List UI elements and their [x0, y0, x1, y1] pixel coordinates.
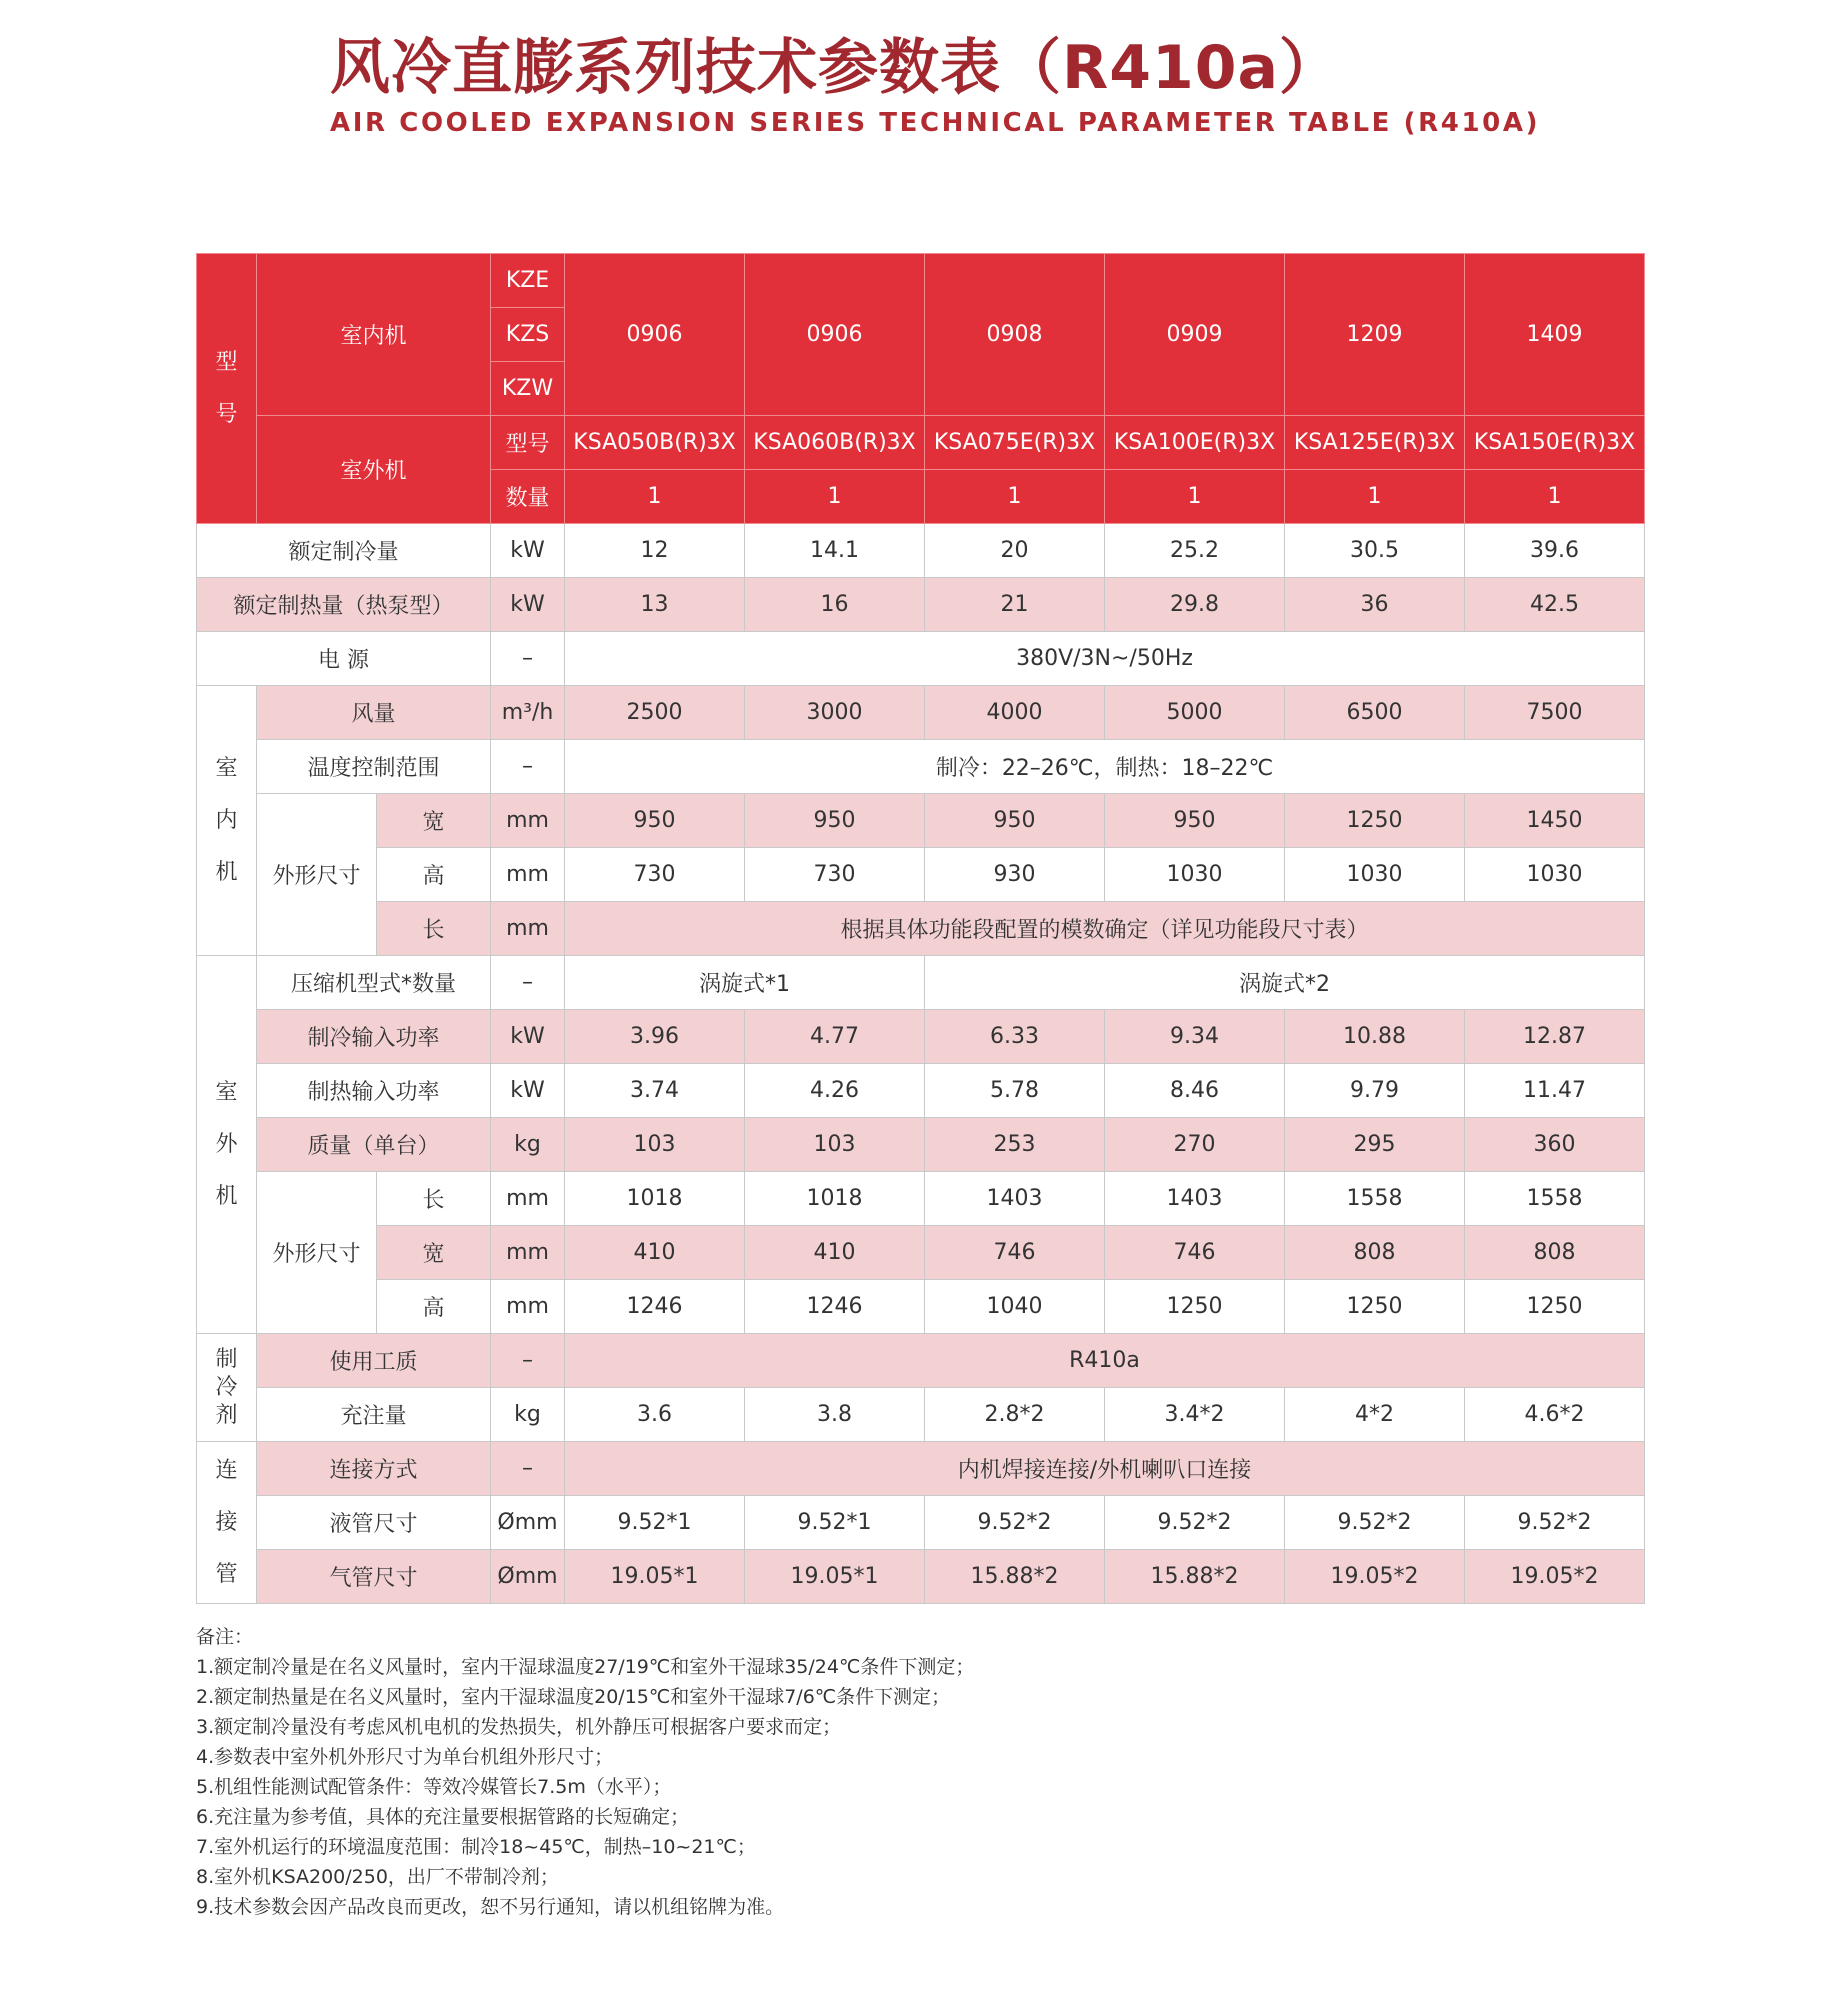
note-item: 6.充注量为参考值，具体的充注量要根据管路的长短确定； [196, 1806, 690, 1828]
value-cell: 3.4*2 [1105, 1388, 1285, 1442]
value-cell: 1246 [565, 1280, 745, 1334]
note-item: 9.技术参数会因产品改良而更改，恕不另行通知，请以机组铭牌为准。 [196, 1896, 785, 1918]
value-cell: 730 [565, 848, 745, 902]
series-kzw: KZW [491, 362, 565, 416]
unit-cell: Ømm [491, 1496, 565, 1550]
value-cell: 42.5 [1465, 578, 1645, 632]
value-cell: 4.77 [745, 1010, 925, 1064]
quantity-cell: 1 [1465, 470, 1645, 524]
page-subtitle: AIR COOLED EXPANSION SERIES TECHNICAL PARAMETER TABLE (R410A) [330, 108, 1541, 138]
value-cell: R410a [565, 1334, 1645, 1388]
indoor-unit-label: 室内机 [257, 254, 491, 416]
value-cell: 制冷：22–26℃，制热：18–22℃ [565, 740, 1645, 794]
value-cell: 1403 [925, 1172, 1105, 1226]
page-title: 风冷直膨系列技术参数表（R410a） [330, 33, 1340, 103]
table-row [197, 902, 1645, 956]
unit-cell: mm [491, 794, 565, 848]
value-cell: 19.05*2 [1285, 1550, 1465, 1604]
table-row [197, 632, 1645, 686]
value-cell: 9.52*1 [745, 1496, 925, 1550]
series-kzs: KZS [491, 308, 565, 362]
value-cell: 3.74 [565, 1064, 745, 1118]
unit-cell: kW [491, 1010, 565, 1064]
row-label: 液管尺寸 [257, 1496, 491, 1550]
value-cell: 410 [745, 1226, 925, 1280]
unit-cell: mm [491, 1280, 565, 1334]
table-row [197, 1280, 1645, 1334]
value-cell: 950 [745, 794, 925, 848]
indoor-category-cell: 室 内 机 [197, 686, 257, 956]
unit-cell: mm [491, 902, 565, 956]
value-cell: 4.26 [745, 1064, 925, 1118]
row-label: 制热输入功率 [257, 1064, 491, 1118]
value-cell: 9.34 [1105, 1010, 1285, 1064]
unit-cell: – [491, 740, 565, 794]
value-cell: 11.47 [1465, 1064, 1645, 1118]
value-cell: 5.78 [925, 1064, 1105, 1118]
value-cell: 25.2 [1105, 524, 1285, 578]
value-cell: 950 [1105, 794, 1285, 848]
value-cell: 746 [1105, 1226, 1285, 1280]
value-cell: 410 [565, 1226, 745, 1280]
value-cell: 1040 [925, 1280, 1105, 1334]
value-cell: 15.88*2 [1105, 1550, 1285, 1604]
notes [196, 1622, 1636, 1922]
table-row [197, 686, 1645, 740]
value-cell: 15.88*2 [925, 1550, 1105, 1604]
value-cell: 6500 [1285, 686, 1465, 740]
outdoor-model-cell: KSA060B(R)3X [745, 416, 925, 470]
value-cell: 3000 [745, 686, 925, 740]
dimensions-label: 外形尺寸 [257, 1172, 377, 1334]
value-cell: 746 [925, 1226, 1105, 1280]
table-row [197, 524, 1645, 578]
value-cell: 103 [565, 1118, 745, 1172]
note-item: 1.额定制冷量是在名义风量时，室内干湿球温度27/19℃和室外干湿球35/24℃条件下测定； [196, 1656, 975, 1678]
value-cell: 2.8*2 [925, 1388, 1105, 1442]
unit-cell: Ømm [491, 1550, 565, 1604]
value-cell: 29.8 [1105, 578, 1285, 632]
indoor-model-cell: 0906 [565, 254, 745, 416]
note-item: 8.室外机KSA200/250，出厂不带制冷剂； [196, 1866, 559, 1888]
value-cell: 5000 [1105, 686, 1285, 740]
piping-category-cell: 连 接 管 [197, 1442, 257, 1604]
value-cell: 36 [1285, 578, 1465, 632]
quantity-cell: 1 [1285, 470, 1465, 524]
value-cell: 12 [565, 524, 745, 578]
table-row [197, 1334, 1645, 1388]
value-cell: 270 [1105, 1118, 1285, 1172]
table-row [197, 1064, 1645, 1118]
outdoor-category-cell: 室 外 机 [197, 956, 257, 1334]
unit-cell: – [491, 1442, 565, 1496]
row-label: 充注量 [257, 1388, 491, 1442]
row-label: 气管尺寸 [257, 1550, 491, 1604]
note-item: 4.参数表中室外机外形尺寸为单台机组外形尺寸； [196, 1746, 614, 1768]
value-cell: 1030 [1465, 848, 1645, 902]
row-label: 压缩机型式*数量 [257, 956, 491, 1010]
row-label: 长 [377, 1172, 491, 1226]
outdoor-model-label: 型号 [491, 416, 565, 470]
row-label: 高 [377, 1280, 491, 1334]
value-cell: 1246 [745, 1280, 925, 1334]
value-cell: 380V/3N~/50Hz [565, 632, 1645, 686]
series-kze: KZE [491, 254, 565, 308]
value-cell: 根据具体功能段配置的模数确定（详见功能段尺寸表） [565, 902, 1645, 956]
row-label: 额定制冷量 [197, 524, 491, 578]
table-row [197, 1172, 1645, 1226]
value-cell: 16 [745, 578, 925, 632]
value-cell: 8.46 [1105, 1064, 1285, 1118]
table-row [197, 956, 1645, 1010]
value-cell: 19.05*2 [1465, 1550, 1645, 1604]
value-cell: 930 [925, 848, 1105, 902]
value-cell: 14.1 [745, 524, 925, 578]
value-cell: 1450 [1465, 794, 1645, 848]
value-cell: 1403 [1105, 1172, 1285, 1226]
value-cell: 39.6 [1465, 524, 1645, 578]
value-cell: 19.05*1 [745, 1550, 925, 1604]
row-label: 制冷输入功率 [257, 1010, 491, 1064]
value-cell: 12.87 [1465, 1010, 1645, 1064]
value-cell: 1030 [1285, 848, 1465, 902]
value-cell: 30.5 [1285, 524, 1465, 578]
dimensions-label: 外形尺寸 [257, 794, 377, 956]
value-cell: 19.05*1 [565, 1550, 745, 1604]
refrigerant-category-cell: 制 冷 剂 [197, 1334, 257, 1442]
value-cell: 1558 [1465, 1172, 1645, 1226]
table-row [197, 1550, 1645, 1604]
row-label: 电 源 [197, 632, 491, 686]
table-row [197, 578, 1645, 632]
value-cell: 1018 [565, 1172, 745, 1226]
row-label: 连接方式 [257, 1442, 491, 1496]
model-category-cell: 型 号 [197, 254, 257, 524]
row-label: 宽 [377, 794, 491, 848]
unit-cell: kW [491, 524, 565, 578]
quantity-cell: 1 [565, 470, 745, 524]
value-cell: 730 [745, 848, 925, 902]
quantity-cell: 1 [745, 470, 925, 524]
row-label: 宽 [377, 1226, 491, 1280]
value-cell: 9.52*1 [565, 1496, 745, 1550]
value-cell: 4000 [925, 686, 1105, 740]
value-cell: 1250 [1285, 794, 1465, 848]
note-item: 5.机组性能测试配管条件：等效冷媒管长7.5m（水平）； [196, 1776, 672, 1798]
unit-cell: mm [491, 848, 565, 902]
value-cell: 808 [1285, 1226, 1465, 1280]
value-cell: 1250 [1105, 1280, 1285, 1334]
header-row-kze [197, 254, 1645, 308]
unit-cell: kg [491, 1388, 565, 1442]
spec-table [196, 253, 1645, 1604]
table-row [197, 1388, 1645, 1442]
value-cell: 9.52*2 [1105, 1496, 1285, 1550]
quantity-cell: 1 [1105, 470, 1285, 524]
value-cell: 1250 [1465, 1280, 1645, 1334]
table-row [197, 1226, 1645, 1280]
table-row [197, 1118, 1645, 1172]
indoor-model-cell: 1209 [1285, 254, 1465, 416]
row-label: 额定制热量（热泵型） [197, 578, 491, 632]
value-cell: 3.6 [565, 1388, 745, 1442]
row-label: 高 [377, 848, 491, 902]
table-row [197, 848, 1645, 902]
value-cell: 9.79 [1285, 1064, 1465, 1118]
value-cell: 950 [925, 794, 1105, 848]
note-item: 2.额定制热量是在名义风量时，室内干湿球温度20/15℃和室外干湿球7/6℃条件下测定； [196, 1686, 951, 1708]
table-row [197, 1442, 1645, 1496]
unit-cell: kW [491, 1064, 565, 1118]
value-cell: 2500 [565, 686, 745, 740]
value-cell: 3.96 [565, 1010, 745, 1064]
value-cell: 20 [925, 524, 1105, 578]
table-row [197, 1496, 1645, 1550]
quantity-cell: 1 [925, 470, 1105, 524]
row-label: 使用工质 [257, 1334, 491, 1388]
table-row [197, 1010, 1645, 1064]
value-cell: 9.52*2 [925, 1496, 1105, 1550]
value-cell: 360 [1465, 1118, 1645, 1172]
unit-cell: mm [491, 1172, 565, 1226]
table-row [197, 794, 1645, 848]
value-cell: 103 [745, 1118, 925, 1172]
value-cell: 4.6*2 [1465, 1388, 1645, 1442]
outdoor-model-cell: KSA150E(R)3X [1465, 416, 1645, 470]
value-cell: 6.33 [925, 1010, 1105, 1064]
notes-title: 备注： [196, 1626, 254, 1648]
value-cell: 9.52*2 [1285, 1496, 1465, 1550]
value-cell: 13 [565, 578, 745, 632]
header-row-outdoor-model [197, 416, 1645, 470]
indoor-model-cell: 0906 [745, 254, 925, 416]
row-label: 长 [377, 902, 491, 956]
unit-cell: kW [491, 578, 565, 632]
value-cell: 1250 [1285, 1280, 1465, 1334]
outdoor-model-cell: KSA075E(R)3X [925, 416, 1105, 470]
outdoor-model-cell: KSA100E(R)3X [1105, 416, 1285, 470]
value-cell: 涡旋式*2 [925, 956, 1645, 1010]
unit-cell: – [491, 1334, 565, 1388]
table-row [197, 740, 1645, 794]
value-cell: 253 [925, 1118, 1105, 1172]
indoor-model-cell: 1409 [1465, 254, 1645, 416]
row-label: 风量 [257, 686, 491, 740]
value-cell: 7500 [1465, 686, 1645, 740]
outdoor-model-cell: KSA050B(R)3X [565, 416, 745, 470]
value-cell: 10.88 [1285, 1010, 1465, 1064]
value-cell: 1018 [745, 1172, 925, 1226]
unit-cell: kg [491, 1118, 565, 1172]
row-label: 质量（单台） [257, 1118, 491, 1172]
indoor-model-cell: 0908 [925, 254, 1105, 416]
indoor-model-cell: 0909 [1105, 254, 1285, 416]
value-cell: 1030 [1105, 848, 1285, 902]
row-label: 温度控制范围 [257, 740, 491, 794]
value-cell: 3.8 [745, 1388, 925, 1442]
unit-cell: m³/h [491, 686, 565, 740]
unit-cell: – [491, 956, 565, 1010]
value-cell: 内机焊接连接/外机喇叭口连接 [565, 1442, 1645, 1496]
note-item: 7.室外机运行的环境温度范围：制冷18~45℃，制热–10~21℃； [196, 1836, 756, 1858]
value-cell: 1558 [1285, 1172, 1465, 1226]
unit-cell: mm [491, 1226, 565, 1280]
value-cell: 21 [925, 578, 1105, 632]
value-cell: 4*2 [1285, 1388, 1465, 1442]
quantity-label: 数量 [491, 470, 565, 524]
outdoor-model-cell: KSA125E(R)3X [1285, 416, 1465, 470]
value-cell: 涡旋式*1 [565, 956, 925, 1010]
value-cell: 950 [565, 794, 745, 848]
value-cell: 808 [1465, 1226, 1645, 1280]
value-cell: 9.52*2 [1465, 1496, 1645, 1550]
outdoor-unit-label: 室外机 [257, 416, 491, 524]
note-item: 3.额定制冷量没有考虑风机电机的发热损失，机外静压可根据客户要求而定； [196, 1716, 842, 1738]
unit-cell: – [491, 632, 565, 686]
value-cell: 295 [1285, 1118, 1465, 1172]
